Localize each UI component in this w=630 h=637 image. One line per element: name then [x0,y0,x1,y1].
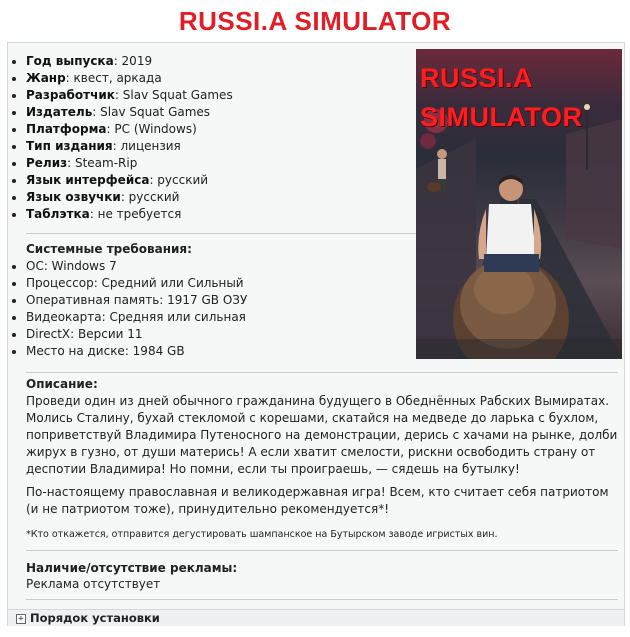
install-order-spoiler[interactable] [8,609,624,626]
divider [26,233,416,234]
ads-value: Реклама отсутствует [26,577,161,591]
spec-developer: • Разработчик: Slav Squat Games [26,87,233,104]
page-title: RUSSI.A SIMULATOR [178,6,452,36]
cover-title: RUSSI.A SIMULATOR [420,63,583,132]
game-cover-image[interactable] [416,49,622,359]
system-requirements-title: Системные требования: [26,242,192,256]
spec-ui-language: • Язык интерфейса: русский [26,172,233,189]
spec-year: • Год выпуска: 2019 [26,53,233,70]
ads-title: Наличие/отсутствие рекламы: [26,561,238,575]
system-requirements-list [8,258,247,360]
req-directx: • DirectX: Версии 11 [26,326,247,343]
req-ram: • Оперативная память: 1917 GB ОЗУ [26,292,247,309]
spec-genre: • Жанр: квест, аркада [26,70,233,87]
req-cpu: • Процессор: Средний или Сильный [26,275,247,292]
req-gpu: • Видеокарта: Средняя или сильная [26,309,247,326]
spoiler-label[interactable]: Порядок установки [30,611,160,625]
spec-crack: • Таблэтка: не требуется [26,206,233,223]
spec-platform: • Платформа: PC (Windows) [26,121,233,138]
release-panel [7,42,625,626]
spec-publisher: • Издатель: Slav Squat Games [26,104,233,121]
description-text-2: По-настоящему православная и великодержавная игра! Всем, кто считает себя патриотом (и не патриотом тоже), принудительно рекомендуется*! [26,485,609,516]
description-text: Проведи один из дней обычного гражданина будущего в Обеднённых Рабских Вымиратах. Молись Сталину, бухай стекломой с корешами, скатайся на медведе до ларька с бухлом, поприветствуй Владимира Путеносного на демонстрации, дерись с хачами на рынке, долби жирух в гузно, от души матерись! А если хватит смелости, рискни освободить страну от деспотии Владимира! Но помни, если ты проиграешь, — сядешь на бутылку! [26,394,618,476]
divider [26,550,618,551]
description-footnote: *Кто откажется, отправится дегустировать шампанское на Бутырском заводе игристых вин. [26,529,498,540]
expand-icon[interactable]: + [16,614,26,624]
req-disk: • Место на диске: 1984 GB [26,343,247,360]
spec-edition: • Тип издания: лицензия [26,138,233,155]
divider [26,599,618,600]
spec-voice-language: • Язык озвучки: русский [26,189,233,206]
description-title: Описание: [26,377,98,391]
spec-list [8,53,233,223]
spec-release: • Релиз: Steam-Rip [26,155,233,172]
divider [26,372,618,373]
req-os: • ОС: Windows 7 [26,258,247,275]
